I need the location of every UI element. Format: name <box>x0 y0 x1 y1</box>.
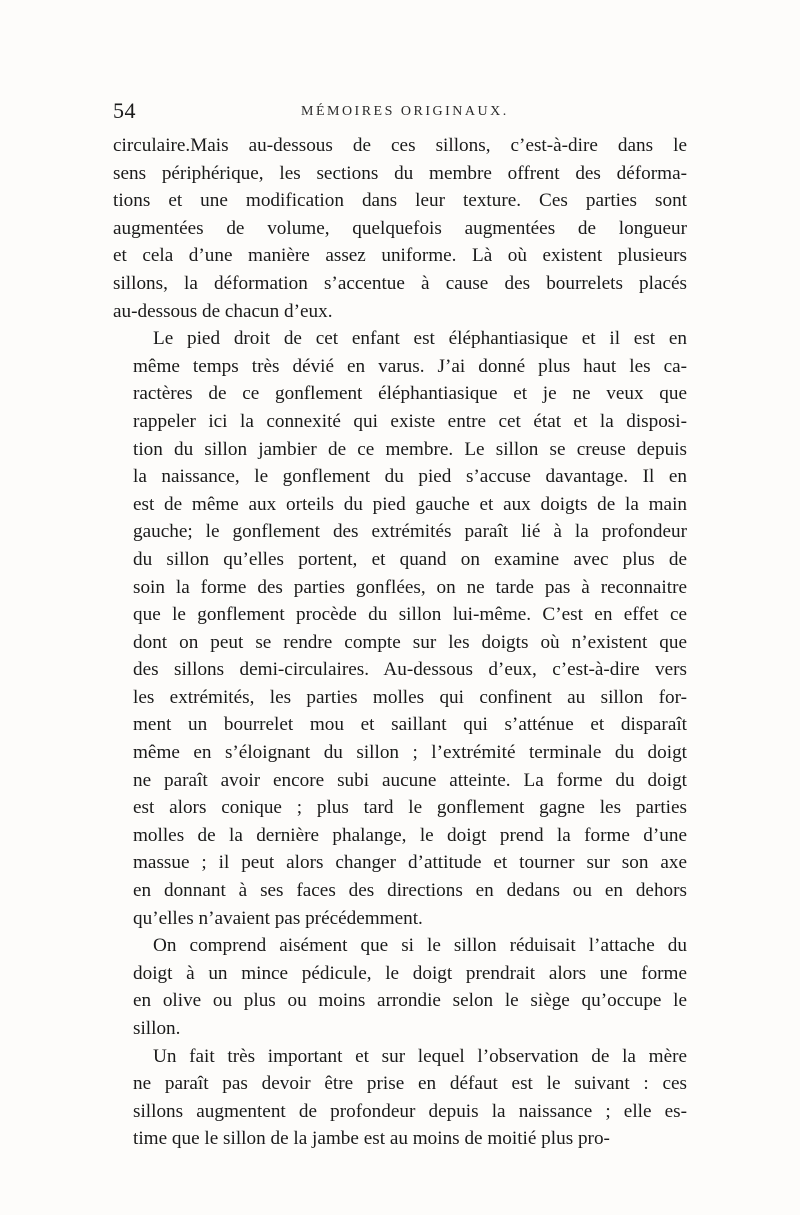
text-line: la naissance, le gonflement du pied s’accuse davantage. Il en <box>133 466 687 488</box>
text-line: sillon. <box>133 1018 181 1039</box>
text-line: massue ; il peut alors changer d’attitude et tourner sur son axe <box>133 852 687 874</box>
text-line: ractères de ce gonflement éléphantiasique et je ne veux que <box>133 383 687 405</box>
text-line: dont on peut se rendre compte sur les doigts où n’existent que <box>133 631 687 653</box>
text-line: sillons augmentent de profondeur depuis la naissance ; elle es- <box>133 1100 687 1122</box>
text-line: que le gonflement procède du sillon lui-même. C’est en effet ce <box>133 604 687 626</box>
text-line: qu’elles n’avaient pas précédemment. <box>133 907 423 929</box>
text-line: time que le sillon de la jambe est au moins de moitié plus pro- <box>133 1128 610 1150</box>
paragraph <box>113 932 687 1042</box>
text-line: molles de la dernière phalange, le doigt prend la forme d’une <box>133 824 687 846</box>
text-line: même en s’éloignant du sillon ; l’extrémité terminale du doigt <box>133 742 687 764</box>
text-line: et cela d’une manière assez uniforme. Là où existent plusieurs <box>113 245 687 267</box>
text-line: les extrémités, les parties molles qui confinent au sillon for- <box>133 686 687 708</box>
text-line: au-dessous de chacun d’eux. <box>113 300 333 322</box>
text-line: ment un bourrelet mou et saillant qui s’atténue et disparaît <box>133 714 687 736</box>
text-line: ne paraît avoir encore subi aucune atteinte. La forme du doigt <box>133 769 687 791</box>
text-line: tions et une modification dans leur texture. Ces parties sont <box>113 190 687 212</box>
text-line: circulaire.Mais au-dessous de ces sillons, c’est-à-dire dans le <box>113 135 687 156</box>
running-head: MÉMOIRES ORIGINAUX. <box>301 104 509 119</box>
text-line: des sillons demi-circulaires. Au-dessous d’eux, c’est-à-dire vers <box>133 659 687 681</box>
text-line: en donnant à ses faces des directions en dedans ou en dehors <box>133 880 687 902</box>
text-line: ne paraît pas devoir être prise en défaut est le suivant : ces <box>133 1073 687 1095</box>
text-line: sillons, la déformation s’accentue à cause des bourrelets placés <box>113 272 687 294</box>
text-line: gauche; le gonflement des extrémités paraît lié à la profondeur <box>133 521 687 543</box>
text-line: en olive ou plus ou moins arrondie selon le siège qu’occupe le <box>133 990 687 1012</box>
text-line: sens périphérique, les sections du membre offrent des déforma- <box>113 162 687 184</box>
body-text <box>113 132 687 1153</box>
text-line: rappeler ici la connexité qui existe entre cet état et la disposi- <box>133 410 687 432</box>
page-header <box>113 98 693 128</box>
text-line: On comprend aisément que si le sillon réduisait l’attache du <box>153 935 687 957</box>
text-line: soin la forme des parties gonflées, on ne tarde pas à reconnaitre <box>133 576 687 598</box>
text-line: Un fait très important et sur lequel l’observation de la mère <box>153 1045 687 1067</box>
text-line: tion du sillon jambier de ce membre. Le sillon se creuse depuis <box>133 438 687 460</box>
paragraph <box>113 1043 687 1153</box>
text-line: est de même aux orteils du pied gauche et aux doigts de la main <box>133 493 687 515</box>
text-line: doigt à un mince pédicule, le doigt prendrait alors une forme <box>133 962 687 984</box>
text-line: Le pied droit de cet enfant est éléphantiasique et il est en <box>153 328 687 350</box>
text-line: même temps très dévié en varus. J’ai donné plus haut les ca- <box>133 355 687 377</box>
page-number: 54 <box>113 98 136 123</box>
text-line: est alors conique ; plus tard le gonflement gagne les parties <box>133 797 687 819</box>
paragraph <box>113 132 687 325</box>
paragraph <box>113 325 687 932</box>
text-line: augmentées de volume, quelquefois augmentées de longueur <box>113 217 687 239</box>
text-line: du sillon qu’elles portent, et quand on examine avec plus de <box>133 548 687 570</box>
